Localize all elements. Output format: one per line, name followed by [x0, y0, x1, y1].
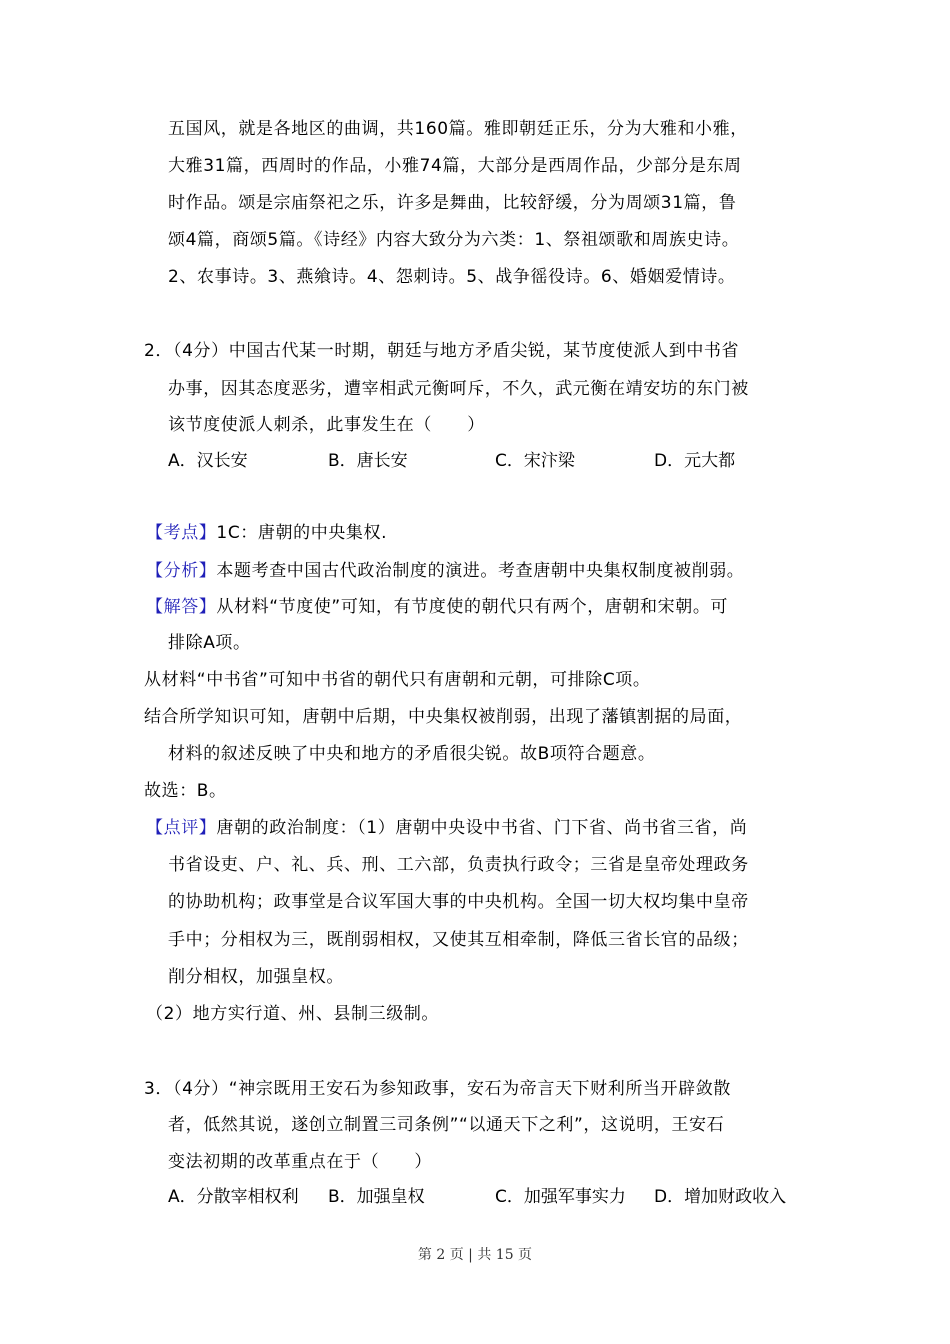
- answer-line: 故选：B。: [144, 781, 227, 801]
- q3-option-a: A．分散宰相权利: [168, 1187, 299, 1207]
- dianping-line-3: 的协助机构；政事堂是合议军国大事的中央机构。全国一切大权均集中皇帝: [168, 892, 749, 912]
- fenxi-tag: 【分析】: [146, 561, 217, 581]
- dianping-tag: 【点评】: [146, 818, 217, 838]
- dianping-text: 唐朝的政治制度：（1）唐朝中央设中书省、门下省、尚书省三省，尚: [216, 818, 748, 838]
- q2-stem-line-2: 办事，因其态度恶劣，遭宰相武元衡呵斥，不久，武元衡在靖安坊的东门被: [168, 379, 749, 399]
- intro-line-1: 五国风，就是各地区的曲调，共160篇。雅即朝廷正乐，分为大雅和小雅，: [168, 119, 748, 139]
- jieda-line-4: 结合所学知识可知，唐朝中后期，中央集权被削弱，出现了藩镇割据的局面，: [144, 707, 743, 727]
- q3-option-b: B．加强皇权: [328, 1187, 425, 1207]
- jieda-line-5: 材料的叙述反映了中央和地方的矛盾很尖锐。故B项符合题意。: [168, 744, 656, 764]
- jieda-tag: 【解答】: [146, 597, 217, 617]
- q3-stem-line-1: 3．（4分）“神宗既用王安石为参知政事，安石为帝言天下财利所当开辟敛散: [144, 1079, 731, 1099]
- jieda-line-2: 排除A项。: [168, 633, 251, 653]
- q2-option-b: B．唐长安: [328, 451, 408, 471]
- dianping-line-6: （2）地方实行道、州、县制三级制。: [146, 1004, 440, 1024]
- jieda-text: 从材料“节度使”可知，有节度使的朝代只有两个，唐朝和宋朝。可: [216, 597, 729, 617]
- q3-option-c: C．加强军事实力: [495, 1187, 626, 1207]
- intro-line-5: 2、农事诗。3、燕飨诗。4、怨刺诗。5、战争徭役诗。6、婚姻爱情诗。: [168, 267, 736, 287]
- fenxi-text: 本题考查中国古代政治制度的演进。考查唐朝中央集权制度被削弱。: [216, 561, 745, 581]
- jieda-line-3: 从材料“中书省”可知中书省的朝代只有唐朝和元朝，可排除C项。: [144, 670, 651, 690]
- q3-option-d: D．增加财政收入: [654, 1187, 787, 1207]
- page-number-footer: 第 2 页 | 共 15 页: [417, 1247, 533, 1263]
- q2-stem-line-3: 该节度使派人刺杀，此事发生在（ ）: [168, 415, 485, 435]
- dianping-line-2: 书省设吏、户、礼、兵、刑、工六部，负责执行政令；三省是皇帝处理政务: [168, 855, 749, 875]
- intro-line-2: 大雅31篇，西周时的作品，小雅74篇，大部分是西周作品，少部分是东周: [168, 156, 742, 176]
- kaodian-line: [146, 522, 387, 544]
- dianping-line-4: 手中；分相权为三，既削弱相权，又使其互相牵制，降低三省长官的品级；: [168, 930, 749, 950]
- jieda-line-1: [146, 596, 728, 618]
- q2-stem-line-1: 2．（4分）中国古代某一时期，朝廷与地方矛盾尖锐，某节度使派人到中书省: [144, 341, 740, 361]
- q2-option-d: D．元大都: [654, 451, 736, 471]
- intro-line-4: 颂4篇，商颂5篇。《诗经》内容大致分为六类：1、祭祖颂歌和周族史诗。: [168, 230, 740, 250]
- dianping-line-5: 削分相权，加强皇权。: [168, 967, 344, 987]
- fenxi-line: [146, 560, 744, 582]
- dianping-line-1: [146, 817, 747, 839]
- kaodian-tag: 【考点】: [146, 523, 217, 543]
- q2-option-a: A．汉长安: [168, 451, 248, 471]
- intro-line-3: 时作品。颂是宗庙祭祀之乐，许多是舞曲，比较舒缓，分为周颂31篇，鲁: [168, 193, 737, 213]
- kaodian-text: 1C：唐朝的中央集权.: [216, 523, 388, 543]
- q2-option-c: C．宋汴梁: [495, 451, 575, 471]
- q3-stem-line-3: 变法初期的改革重点在于（ ）: [168, 1152, 432, 1172]
- q3-stem-line-2: 者，低然其说，遂创立制置三司条例”“以通天下之利”，这说明，王安石: [168, 1115, 725, 1135]
